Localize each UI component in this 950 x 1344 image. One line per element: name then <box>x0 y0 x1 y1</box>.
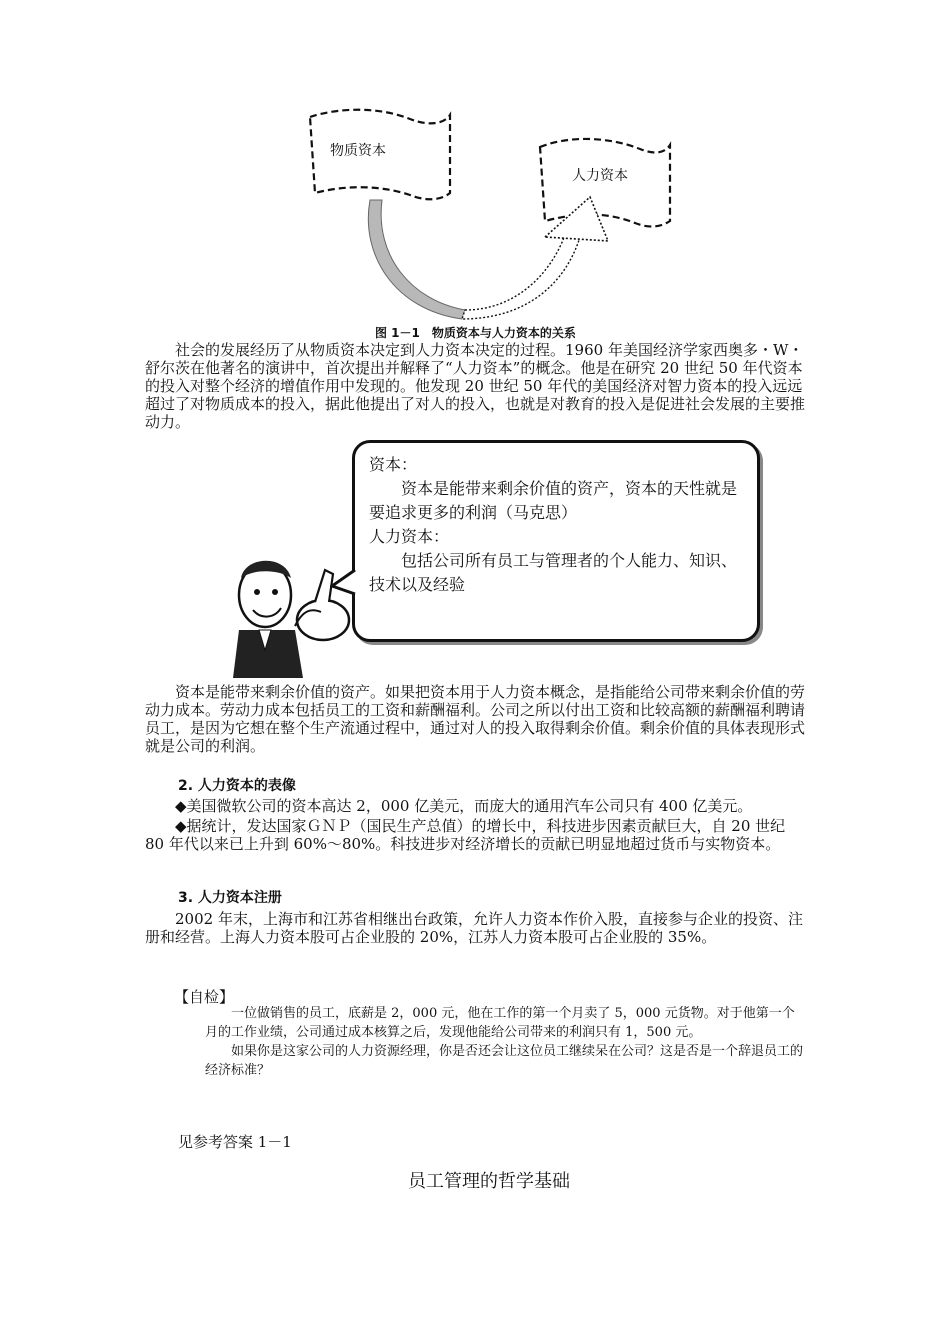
bubble-text-capital: 资本是能带来剩余价值的资产，资本的天性就是要追求更多的利润（马克思） <box>369 479 738 522</box>
paragraph-capital-definition: 资本是能带来剩余价值的资产。如果把资本用于人力资本概念，是指能给公司带来剩余价值的劳动力成本。劳动力成本包括员工的工资和薪酬福利。公司之所以付出工资和比较高额的薪酬福利聘请员工，是因为它想在整个生产流通过程中，通过对人的投入取得剩余价值。剩余价值的具体表现形式就是公司的利润。 <box>145 683 806 755</box>
section-2-heading: 2. 人力资本的表像 <box>178 778 296 794</box>
paragraph-history: 社会的发展经历了从物质资本决定到人力资本决定的过程。1960 年美国经济学家西奥多・W・舒尔茨在他著名的演讲中，首次提出并解释了“人力资本”的概念。他是在研究 20 世纪 50 年代资本的投入对整个经济的增值作用中发现的。他发现 20 世纪 50 年代的美国经济对智力资本的投入远远超过了对物质成本的投入，据此他提出了对人的投入，也就是对教育的投入是促进社会发展的主要推动力。 <box>145 341 806 431</box>
arrow-head <box>545 197 608 241</box>
arrow-left-body <box>368 200 465 319</box>
bubble-heading-capital: 资本： <box>369 455 418 474</box>
selfcheck-label: 【自检】 <box>174 988 235 1006</box>
bubble-text-human-capital: 包括公司所有员工与管理者的个人能力、知识、技术以及经验 <box>369 551 738 594</box>
speech-bubble-tail <box>330 568 360 598</box>
bubble-heading-human-capital: 人力资本： <box>369 527 450 546</box>
section-2-bullet-2: ◆据统计，发达国家ＧＮＰ（国民生产总值）的增长中，科技进步因素贡献巨大，自 20 世纪 80 年代以来已上升到 60%～80%。科技进步对经济增长的贡献已明显地超过货币与实物资本。 <box>145 817 786 853</box>
section-3-heading: 3. 人力资本注册 <box>178 890 282 906</box>
arrow-right-body <box>462 235 580 319</box>
figure-capital-relationship <box>290 105 690 325</box>
figure-caption: 图 1－1 物质资本与人力资本的关系 <box>375 326 576 340</box>
flag-left-label: 物质资本 <box>330 143 386 159</box>
selfcheck-question-1: 一位做销售的员工，底薪是 2，000 元，他在工作的第一个月卖了 5，000 元货物。对于他第一个月的工作业绩，公司通过成本核算之后，发现他能给公司带来的利润只有 1，500 元。 <box>205 1006 795 1040</box>
speech-bubble <box>352 440 760 642</box>
selfcheck-question-2: 如果你是这家公司的人力资源经理，你是否还会让这位员工继续呆在公司？这是否是一个辞退员工的经济标准？ <box>205 1044 804 1078</box>
flag-right-label: 人力资本 <box>572 168 628 184</box>
section-3-text: 2002 年末，上海市和江苏省相继出台政策，允许人力资本作价入股，直接参与企业的投资、注册和经营。上海人力资本股可占企业股的 20%，江苏人力资本股可占企业股的 35%。 <box>145 910 803 946</box>
section-2-bullet-1: ◆美国微软公司的资本高达 2，000 亿美元，而庞大的通用汽车公司只有 400 亿美元。 <box>175 797 753 815</box>
next-section-title: 员工管理的哲学基础 <box>408 1171 570 1192</box>
answer-reference: 见参考答案 1－1 <box>178 1133 292 1151</box>
